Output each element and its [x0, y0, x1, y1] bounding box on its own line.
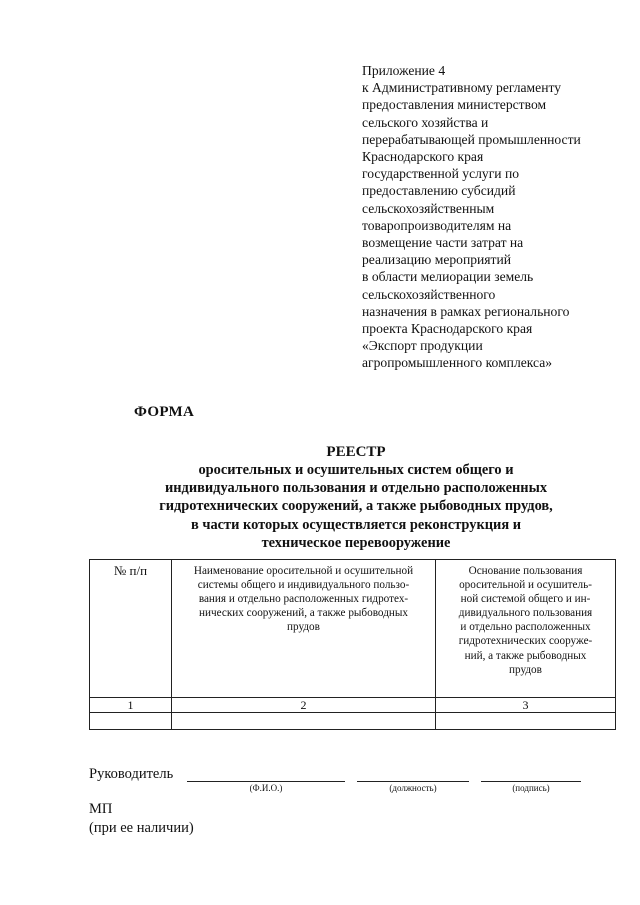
appendix-line: сельского хозяйства и — [362, 114, 489, 130]
subtitle-line: гидротехнических сооружений, а также рыбоводных прудов, — [159, 498, 553, 515]
header-num — [90, 560, 172, 698]
document-title-block — [96, 443, 616, 552]
name-line — [187, 781, 345, 782]
header-basis-line: ной системой общего и ин- — [460, 593, 591, 606]
appendix-note — [362, 62, 632, 372]
signature-block — [89, 766, 609, 796]
registry-table — [89, 559, 616, 730]
table-cell — [172, 713, 436, 730]
header-name-line: нических сооружений, а также рыбоводных — [199, 607, 408, 620]
position-line — [357, 781, 469, 782]
appendix-line: товаропроизводителям на — [362, 217, 512, 233]
header-num-text: № п/п — [113, 563, 148, 578]
appendix-line: к Административному регламенту — [362, 80, 562, 96]
document-title: РЕЕСТР — [326, 444, 386, 460]
subtitle-line: техническое перевооружение — [261, 534, 451, 551]
table-cell — [436, 713, 616, 730]
header-basis-line: ний, а также рыбоводных — [464, 649, 587, 662]
header-name — [172, 560, 436, 698]
position-caption: (должность) — [389, 783, 437, 793]
signature-caption: (подпись) — [512, 783, 550, 793]
column-number-row — [90, 698, 616, 713]
appendix-line: государственной услуги по — [362, 166, 520, 182]
subtitle-line: индивидуального пользования и отдельно расположенных — [164, 480, 548, 497]
column-number: 1 — [90, 698, 172, 713]
appendix-line: «Экспорт продукции — [362, 338, 483, 354]
header-name-line: Наименование оросительной и осушительной — [193, 565, 414, 577]
appendix-line: возмещение части затрат на — [362, 235, 524, 251]
form-label: ФОРМА — [134, 404, 195, 420]
header-name-line: вания и отдельно расположенных гидротех- — [198, 593, 409, 606]
header-basis-line: гидротехнических сооруже- — [458, 635, 593, 648]
subtitle-line: в части которых осуществляется реконструкция и — [190, 516, 521, 533]
appendix-line: перерабатывающей промышленности — [362, 131, 581, 147]
appendix-line: предоставлению субсидий — [362, 183, 516, 199]
header-basis-line: Основание пользования — [468, 565, 583, 577]
header-name-line: системы общего и индивидуального пользо- — [197, 579, 410, 592]
appendix-line: Приложение 4 — [362, 63, 446, 78]
column-number: 3 — [436, 698, 616, 713]
header-basis-line: оросительной и осушитель- — [459, 579, 592, 592]
table-header-row — [90, 560, 616, 698]
header-basis-line: дивидуального пользования — [458, 607, 593, 620]
appendix-line: проекта Краснодарского края — [362, 321, 533, 337]
appendix-line: Краснодарского края — [362, 149, 484, 165]
header-basis-line: и отдельно расположенных — [460, 621, 591, 634]
name-caption: (Ф.И.О.) — [249, 783, 283, 793]
appendix-line: сельскохозяйственным — [362, 200, 495, 216]
table-row — [90, 713, 616, 730]
signatory-label: Руководитель — [89, 766, 174, 782]
appendix-line: агропромышленного комплекса» — [362, 355, 553, 371]
appendix-line: предоставления министерством — [362, 97, 547, 113]
appendix-line: назначения в рамках регионального — [362, 303, 570, 319]
signature-line — [481, 781, 581, 782]
subtitle-line: оросительных и осушительных систем общего и — [198, 462, 514, 478]
stamp-label: МП — [89, 801, 113, 817]
header-basis — [436, 560, 616, 698]
appendix-line: реализацию мероприятий — [362, 252, 512, 268]
stamp-condition: (при ее наличии) — [89, 820, 194, 836]
appendix-line: в области мелиорации земель — [362, 269, 534, 285]
column-number: 2 — [172, 698, 436, 713]
table-cell — [90, 713, 172, 730]
appendix-line: сельскохозяйственного — [362, 286, 496, 302]
stamp-note — [89, 800, 194, 838]
header-basis-line: прудов — [509, 663, 542, 676]
header-name-line: прудов — [287, 621, 320, 634]
document-subtitle — [96, 461, 616, 552]
